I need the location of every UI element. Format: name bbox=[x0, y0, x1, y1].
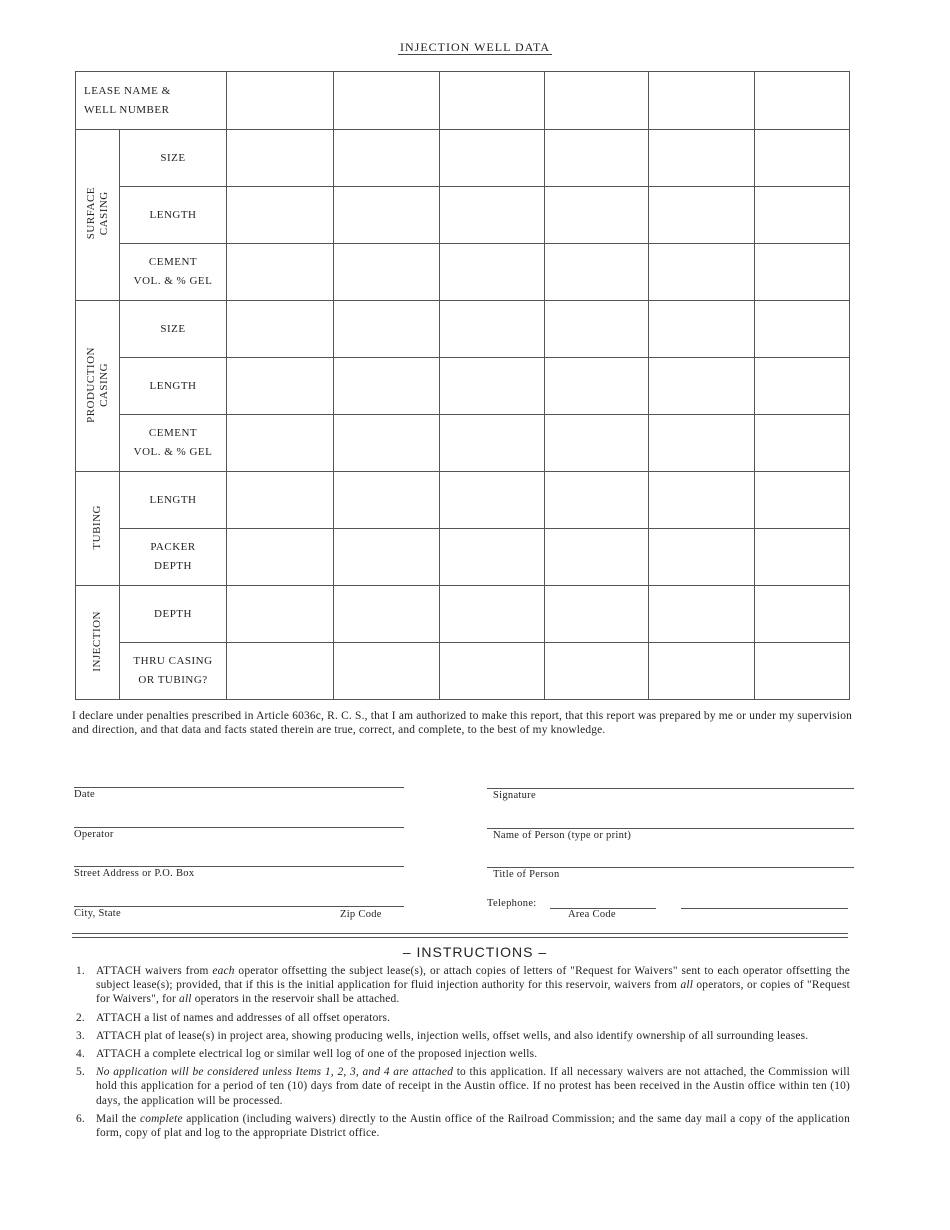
instructions-list bbox=[72, 964, 850, 1144]
data-cell[interactable] bbox=[440, 301, 545, 358]
street-address-field[interactable] bbox=[74, 866, 404, 879]
data-cell[interactable] bbox=[545, 586, 649, 643]
data-cell[interactable] bbox=[649, 529, 755, 586]
instruction-item: 3. ATTACH plat of lease(s) in project area, showing producing wells, injection wells, offset wells, and also identify ownership of all surrounding leases. bbox=[76, 1029, 809, 1042]
injection-thru-casing-row bbox=[76, 643, 850, 700]
data-cell[interactable] bbox=[649, 358, 755, 415]
data-cell[interactable] bbox=[227, 586, 334, 643]
data-cell[interactable] bbox=[545, 301, 649, 358]
tubing-group-label: TUBING bbox=[76, 472, 120, 586]
production-casing-length-row bbox=[76, 358, 850, 415]
well-cell[interactable] bbox=[227, 72, 334, 130]
row-label: LENGTH bbox=[120, 187, 227, 244]
data-cell[interactable] bbox=[649, 415, 755, 472]
instruction-item: 2. ATTACH a list of names and addresses of all offset operators. bbox=[76, 1011, 391, 1024]
data-cell[interactable] bbox=[334, 415, 440, 472]
surface-casing-length-row bbox=[76, 187, 850, 244]
instruction-item: 1. ATTACH waivers from each operator offsetting the subject lease(s), or attach copies of letters of "Request for Waivers" sent to each operator offsetting the subject lease(s); provided, that if this is the initial application for fluid injection authority for this reservoir, waivers from all operators, or copies of "Request for Waivers", for all operators in the reservoir shall be attached. bbox=[76, 965, 851, 1006]
date-label: Date bbox=[74, 789, 96, 800]
data-cell[interactable] bbox=[755, 187, 850, 244]
data-cell[interactable] bbox=[649, 472, 755, 529]
operator-field[interactable] bbox=[74, 827, 404, 840]
data-cell[interactable] bbox=[440, 472, 545, 529]
data-cell[interactable] bbox=[440, 358, 545, 415]
data-cell[interactable] bbox=[649, 301, 755, 358]
telephone-label: Telephone: bbox=[487, 898, 537, 909]
data-cell[interactable] bbox=[334, 586, 440, 643]
name-of-person-label: Name of Person (type or print) bbox=[493, 830, 632, 841]
injection-well-data-table bbox=[75, 71, 850, 700]
data-cell[interactable] bbox=[334, 358, 440, 415]
signature-label: Signature bbox=[493, 790, 536, 801]
data-cell[interactable] bbox=[227, 187, 334, 244]
surface-casing-group-label: SURFACE CASING bbox=[76, 130, 120, 301]
injection-depth-row bbox=[76, 586, 850, 643]
data-cell[interactable] bbox=[334, 187, 440, 244]
signature-field[interactable] bbox=[487, 788, 854, 801]
lease-name-row bbox=[76, 72, 850, 130]
date-field[interactable] bbox=[74, 787, 404, 800]
form-title: INJECTION WELL DATA bbox=[399, 40, 550, 54]
well-cell[interactable] bbox=[545, 72, 649, 130]
city-state-label: City, State bbox=[74, 908, 121, 919]
title-of-person-field[interactable] bbox=[487, 867, 854, 880]
data-cell[interactable] bbox=[649, 187, 755, 244]
data-cell[interactable] bbox=[545, 472, 649, 529]
data-cell[interactable] bbox=[440, 643, 545, 700]
tubing-length-row bbox=[76, 472, 850, 529]
data-cell[interactable] bbox=[334, 643, 440, 700]
production-casing-group-label: PRODUCTION CASING bbox=[76, 301, 120, 472]
data-cell[interactable] bbox=[545, 358, 649, 415]
data-cell[interactable] bbox=[440, 415, 545, 472]
well-cell[interactable] bbox=[440, 72, 545, 130]
well-cell[interactable] bbox=[334, 72, 440, 130]
well-cell[interactable] bbox=[649, 72, 755, 130]
row-label: LENGTH bbox=[120, 472, 227, 529]
production-casing-size-row bbox=[76, 301, 850, 358]
lease-name-label: LEASE NAME & WELL NUMBER bbox=[76, 72, 227, 130]
data-cell[interactable] bbox=[440, 244, 545, 301]
data-cell[interactable] bbox=[649, 244, 755, 301]
section-divider bbox=[72, 933, 848, 938]
injection-group-label: INJECTION bbox=[76, 586, 120, 700]
data-cell[interactable] bbox=[334, 472, 440, 529]
city-state-field[interactable] bbox=[74, 906, 404, 919]
data-cell[interactable] bbox=[227, 244, 334, 301]
row-label: CEMENT VOL. & % GEL bbox=[120, 244, 227, 301]
row-label: DEPTH bbox=[120, 586, 227, 643]
data-cell[interactable] bbox=[755, 472, 850, 529]
row-label: PACKER DEPTH bbox=[120, 529, 227, 586]
data-cell[interactable] bbox=[545, 529, 649, 586]
title-of-person-label: Title of Person bbox=[493, 869, 560, 880]
zip-code-label: Zip Code bbox=[340, 909, 382, 920]
data-cell[interactable] bbox=[334, 244, 440, 301]
data-cell[interactable] bbox=[227, 529, 334, 586]
data-cell[interactable] bbox=[755, 586, 850, 643]
row-label: SIZE bbox=[120, 130, 227, 187]
data-cell[interactable] bbox=[545, 643, 649, 700]
surface-casing-size-row bbox=[76, 130, 850, 187]
row-label: CEMENT VOL. & % GEL bbox=[120, 415, 227, 472]
data-cell[interactable] bbox=[440, 529, 545, 586]
declaration-text: I declare under penalties prescribed in Article 6036c, R. C. S., that I am authorized to make this report, that this report was prepared by me or under my supervision and direction, and that data and facts stated therein are true, correct, and complete, to the best of my knowledge. bbox=[72, 710, 852, 736]
instruction-item: 4. ATTACH a complete electrical log or similar well log of one of the proposed injection wells. bbox=[76, 1048, 538, 1061]
street-address-label: Street Address or P.O. Box bbox=[74, 868, 195, 879]
row-label: LENGTH bbox=[120, 358, 227, 415]
data-cell[interactable] bbox=[755, 415, 850, 472]
data-cell[interactable] bbox=[440, 130, 545, 187]
data-cell[interactable] bbox=[755, 358, 850, 415]
tubing-packer-depth-row bbox=[76, 529, 850, 586]
data-cell[interactable] bbox=[334, 130, 440, 187]
surface-casing-cement-row bbox=[76, 244, 850, 301]
data-cell[interactable] bbox=[440, 187, 545, 244]
data-cell[interactable] bbox=[227, 358, 334, 415]
instructions-title: – INSTRUCTIONS – bbox=[402, 944, 548, 960]
data-cell[interactable] bbox=[755, 643, 850, 700]
area-code-label: Area Code bbox=[568, 909, 616, 920]
data-cell[interactable] bbox=[227, 415, 334, 472]
data-cell[interactable] bbox=[334, 301, 440, 358]
data-cell[interactable] bbox=[755, 529, 850, 586]
row-label: SIZE bbox=[120, 301, 227, 358]
name-of-person-field[interactable] bbox=[487, 828, 854, 841]
instruction-item: 6. Mail the complete application (including waivers) directly to the Austin office of the Railroad Commission; and the same day mail a copy of the application form, copy of plat and log to the appropriate District office. bbox=[76, 1112, 850, 1140]
data-cell[interactable] bbox=[545, 244, 649, 301]
data-cell[interactable] bbox=[440, 586, 545, 643]
data-cell[interactable] bbox=[649, 643, 755, 700]
data-cell[interactable] bbox=[227, 472, 334, 529]
data-cell[interactable] bbox=[227, 301, 334, 358]
data-cell[interactable] bbox=[755, 301, 850, 358]
row-label: THRU CASING OR TUBING? bbox=[120, 643, 227, 700]
data-cell[interactable] bbox=[545, 415, 649, 472]
operator-label: Operator bbox=[74, 829, 114, 840]
instruction-item: 5. No application will be considered unless Items 1, 2, 3, and 4 are attached to this application. If all necessary waivers are not attached, the Commission will hold this application for a period of ten (10) days from date of receipt in the Austin office. If no protest has been received in the Austin office within ten (10) days, the application will be processed. bbox=[76, 1066, 850, 1107]
data-cell[interactable] bbox=[755, 130, 850, 187]
well-cell[interactable] bbox=[755, 72, 850, 130]
data-cell[interactable] bbox=[545, 187, 649, 244]
data-cell[interactable] bbox=[334, 529, 440, 586]
telephone-number-line[interactable] bbox=[681, 908, 848, 909]
data-cell[interactable] bbox=[649, 130, 755, 187]
production-casing-cement-row bbox=[76, 415, 850, 472]
data-cell[interactable] bbox=[545, 130, 649, 187]
data-cell[interactable] bbox=[649, 586, 755, 643]
data-cell[interactable] bbox=[227, 643, 334, 700]
data-cell[interactable] bbox=[227, 130, 334, 187]
data-cell[interactable] bbox=[755, 244, 850, 301]
